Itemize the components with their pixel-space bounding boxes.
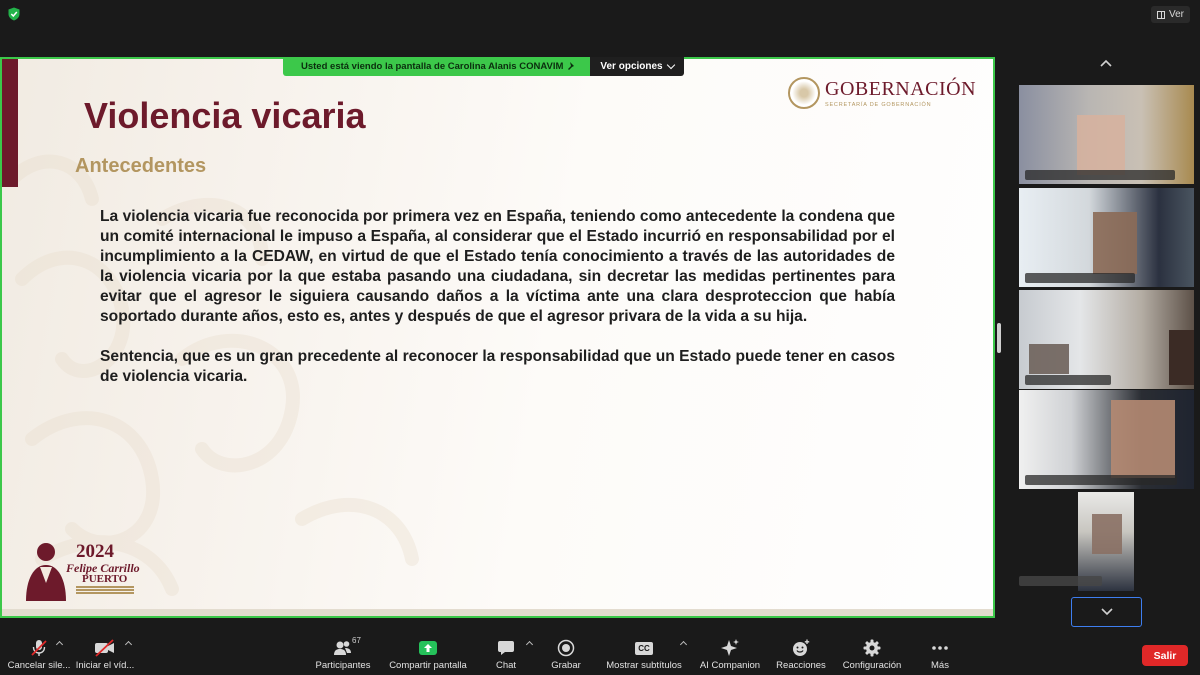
chevron-down-icon — [666, 61, 674, 69]
slide-paragraph-1: La violencia vicaria fue reconocida por primera vez en España, teniendo como antecedente la condena que un comité internacional le impuso a España, al considerar que el Estado incurrió en responsabilidad por el incumplimiento a la CEDAW, en virtud de que el Estado tenía conocimiento a través de las autoridades de la violencia vicaria por la que estaba pasando una ciudadana, sin decretar las medidas pertinentes para evitar que el agresor le siguiera causando daños a la víctima ante una clara desproteccion que había soportado durante años, esto es, antes y después de que el agresor privara de la vida a su hija. — [100, 208, 895, 325]
participant-face-blurred — [1092, 514, 1122, 554]
start-video-label: Iniciar el víd... — [75, 660, 135, 671]
more-icon — [931, 645, 949, 651]
meeting-toolbar — [0, 636, 1200, 675]
participant-face-blurred — [1029, 344, 1069, 374]
reactions-label: Reacciones — [776, 660, 826, 671]
record-icon — [557, 639, 575, 657]
gallery-scroll-up-icon[interactable] — [1098, 57, 1114, 69]
slide-subtitle: Antecedentes — [75, 155, 207, 177]
chat-icon — [497, 640, 515, 656]
slide-bottom-band — [2, 609, 993, 616]
share-banner-text: Usted está viendo la pantalla de Carolina Alanis CONAVIM — [301, 61, 564, 72]
layout-icon — [1157, 11, 1165, 19]
shield-check-icon[interactable] — [7, 7, 21, 21]
participant-video-tile[interactable] — [1019, 290, 1194, 389]
participants-button[interactable] — [298, 638, 388, 671]
record-button[interactable] — [521, 638, 611, 671]
chat-label: Chat — [495, 660, 517, 671]
view-options-label: Ver opciones — [600, 61, 663, 72]
more-button[interactable] — [895, 638, 985, 671]
gob-logo-main: GOBERNACIÓN — [825, 78, 977, 100]
more-label: Más — [931, 660, 949, 671]
panel-resize-handle[interactable] — [997, 323, 1001, 353]
captions-button[interactable] — [599, 638, 689, 671]
participant-name-redacted — [1025, 375, 1111, 385]
reactions-icon — [792, 639, 810, 657]
ai-sparkle-icon — [720, 638, 740, 658]
participants-count: 67 — [352, 636, 361, 645]
screen-share-banner — [283, 57, 684, 76]
participant-face-blurred — [1077, 115, 1125, 175]
view-button-label: Ver — [1168, 9, 1184, 20]
logo-name: Felipe Carrillo — [66, 561, 140, 575]
logo-place: PUERTO — [82, 573, 128, 585]
share-screen-button[interactable] — [383, 638, 473, 671]
settings-label: Configuración — [842, 660, 902, 671]
record-label: Grabar — [551, 660, 581, 671]
shared-screen — [0, 57, 995, 618]
chevron-down-icon — [1099, 607, 1115, 617]
participant-video-tile[interactable] — [1019, 188, 1194, 287]
slide-body — [100, 207, 895, 407]
participant-name-redacted — [1025, 273, 1135, 283]
participant-name-redacted — [1019, 576, 1102, 586]
participant-video-tile[interactable] — [1019, 390, 1194, 489]
presentation-slide — [2, 59, 993, 616]
gear-icon — [863, 639, 881, 657]
participant-figure — [1169, 330, 1194, 385]
share-screen-label: Compartir pantalla — [389, 660, 467, 671]
share-banner-message — [283, 57, 590, 76]
participant-video-tile[interactable] — [1019, 85, 1194, 184]
view-options-button[interactable] — [590, 57, 683, 76]
start-video-button[interactable] — [60, 638, 150, 671]
gobernacion-logo — [788, 77, 976, 109]
logo-small-text — [76, 586, 134, 588]
slide-accent-bar — [2, 59, 18, 187]
participants-label: Participantes — [315, 660, 371, 671]
gallery-scroll-down-button[interactable] — [1071, 597, 1142, 627]
pin-icon — [567, 62, 576, 71]
leave-meeting-button[interactable]: Salir — [1142, 645, 1188, 666]
view-button[interactable] — [1151, 6, 1190, 23]
slide-paragraph-2: Sentencia, que es un gran precedente al reconocer la responsabilidad que un Estado puede tener en casos de violencia vicaria. — [100, 348, 895, 385]
share-screen-icon — [418, 640, 438, 656]
participant-name-redacted — [1025, 170, 1175, 180]
national-seal-icon — [788, 77, 820, 109]
video-off-icon — [94, 639, 116, 657]
cc-icon: CC — [635, 642, 653, 655]
participant-name-redacted — [1025, 475, 1177, 485]
participant-face-blurred — [1093, 212, 1137, 274]
microphone-muted-icon — [29, 638, 49, 658]
year-2024-logo — [16, 539, 141, 601]
portrait-illustration — [22, 539, 68, 601]
captions-label: Mostrar subtítulos — [606, 660, 682, 671]
participants-icon — [333, 639, 353, 657]
participant-face-blurred — [1111, 400, 1175, 478]
ai-companion-label: AI Companion — [699, 660, 761, 671]
unmute-label: Cancelar sile... — [7, 660, 71, 671]
gob-logo-sub: SECRETARÍA DE GOBERNACIÓN — [825, 102, 932, 108]
logo-year: 2024 — [76, 541, 114, 562]
slide-title: Violencia vicaria — [84, 95, 366, 136]
